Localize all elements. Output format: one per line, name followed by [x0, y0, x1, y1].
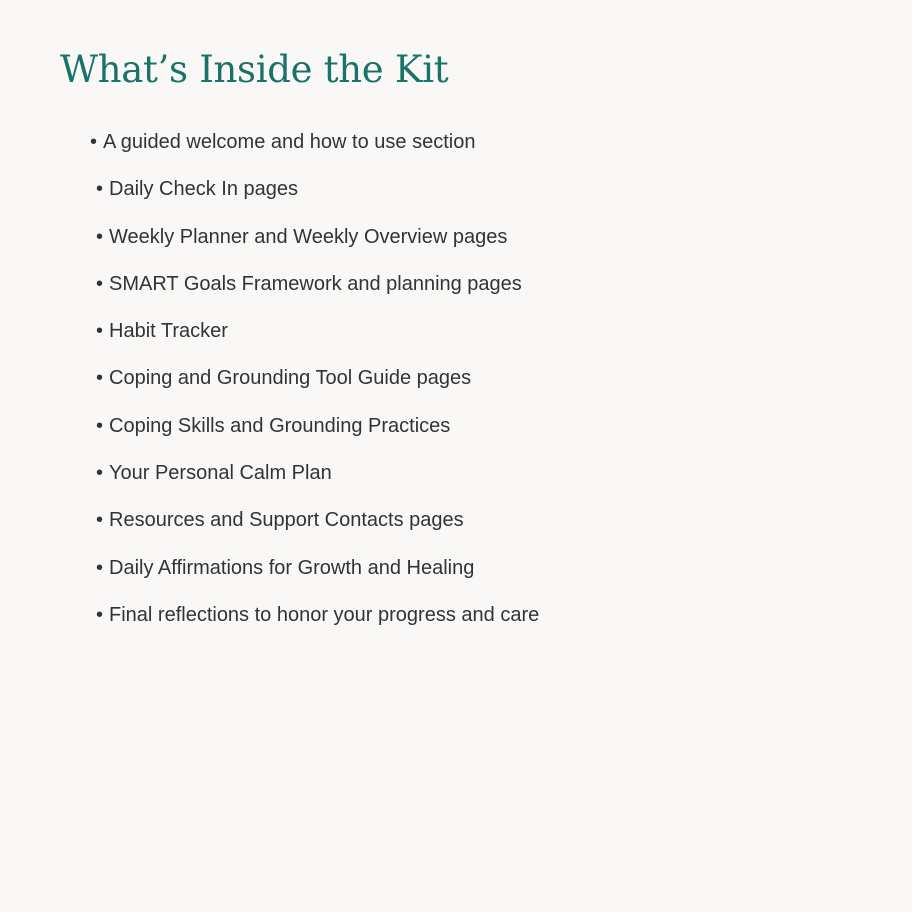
list-item	[90, 128, 539, 156]
list-item-text: Coping Skills and Grounding Practices	[109, 414, 451, 437]
list-item-text: Daily Affirmations for Growth and Healing	[109, 556, 475, 579]
bullet-icon: •	[96, 462, 104, 485]
bullet-icon: •	[96, 178, 104, 201]
list-item-text: Weekly Planner and Weekly Overview pages	[109, 225, 508, 248]
list-item-text: Resources and Support Contacts pages	[109, 509, 464, 532]
list-item-text: A guided welcome and how to use section	[103, 131, 476, 153]
list-item-text: Coping and Grounding Tool Guide pages	[109, 367, 472, 390]
list-item-text: Final reflections to honor your progress and care	[109, 603, 540, 626]
bullet-icon: •	[96, 603, 104, 626]
list-item	[90, 364, 539, 392]
list-item	[90, 412, 539, 440]
list-item	[90, 175, 539, 203]
list-item	[90, 317, 539, 345]
list-item-text: Your Personal Calm Plan	[109, 462, 332, 485]
list-item-text: Daily Check In pages	[109, 178, 298, 201]
list-item	[90, 554, 539, 582]
list-item	[90, 270, 539, 298]
bullet-icon: •	[96, 556, 104, 579]
list-item	[90, 506, 539, 534]
bullet-icon: •	[96, 272, 104, 295]
bullet-icon: •	[96, 367, 104, 390]
bullet-icon: •	[96, 225, 104, 248]
kit-contents-list	[90, 128, 539, 648]
list-item	[90, 601, 539, 629]
list-item	[90, 223, 539, 251]
list-item-text: SMART Goals Framework and planning pages	[109, 272, 522, 295]
bullet-icon: •	[96, 414, 104, 437]
bullet-icon: •	[96, 320, 104, 343]
list-item	[90, 459, 539, 487]
page-title: What’s Inside the Kit	[60, 48, 449, 91]
list-item-text: Habit Tracker	[109, 320, 228, 343]
bullet-icon: •	[96, 509, 104, 532]
bullet-icon: •	[90, 131, 98, 153]
